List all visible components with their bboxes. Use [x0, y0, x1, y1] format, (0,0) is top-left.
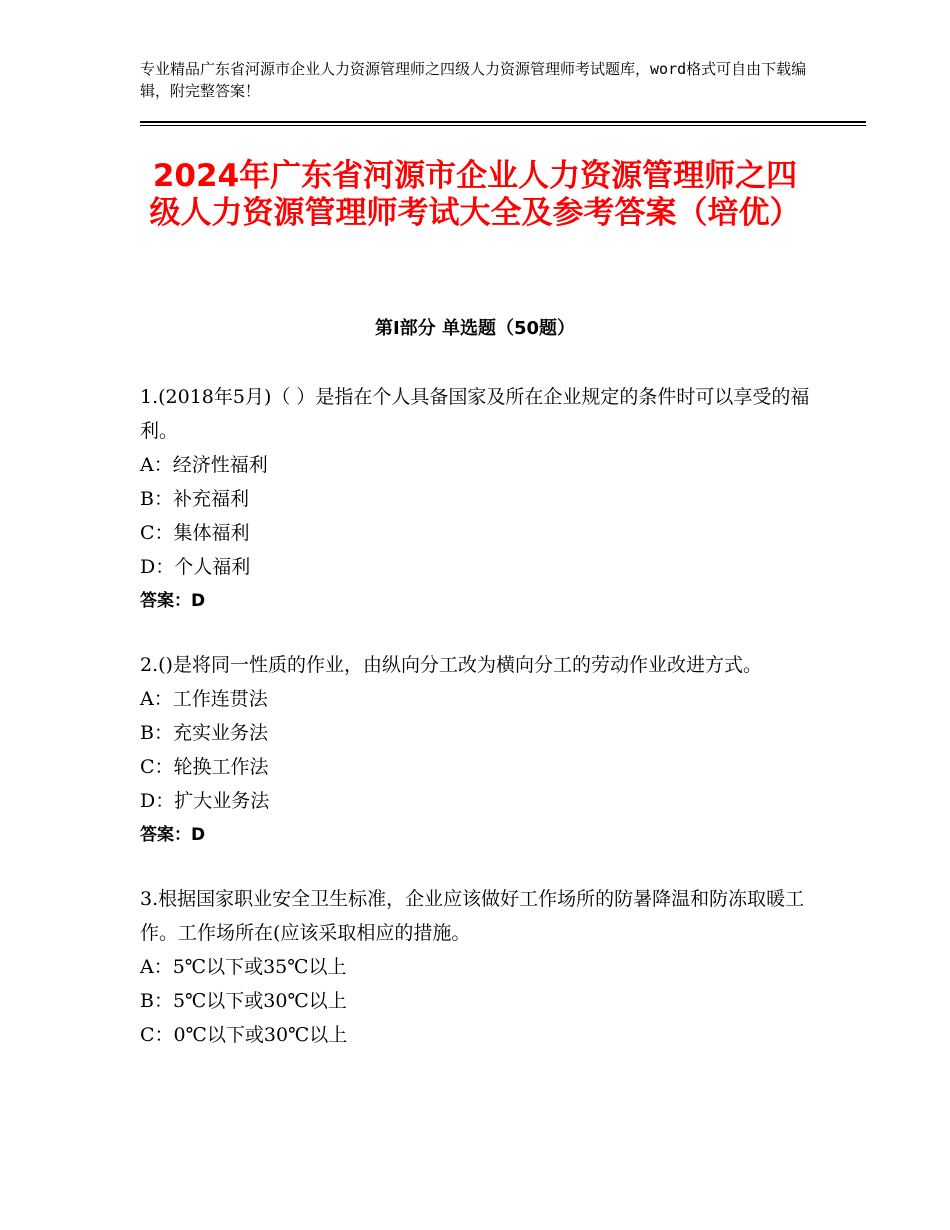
- section-title: 第Ⅰ部分 单选题（50题）: [374, 318, 575, 339]
- question-2: [140, 648, 812, 852]
- question-list: [140, 380, 812, 1082]
- question-3: [140, 882, 812, 1052]
- answer: 答案：D: [140, 825, 206, 845]
- question-stem: 1.(2018年5月)（ ）是指在个人具备国家及所在企业规定的条件时可以享受的福利。: [140, 386, 810, 442]
- document-title: 2024年广东省河源市企业人力资源管理师之四级人力资源管理师考试大全及参考答案（培优）: [149, 158, 801, 231]
- header-note: 专业精品广东省河源市企业人力资源管理师之四级人力资源管理师考试题库，word格式可自由下载编辑，附完整答案！: [140, 60, 807, 100]
- option-c: C：集体福利: [140, 522, 250, 544]
- option-c: C：0℃以下或30℃以上: [140, 1024, 348, 1046]
- option-b: B：补充福利: [140, 488, 249, 510]
- option-b: B：5℃以下或30℃以上: [140, 990, 347, 1012]
- option-a: A：5℃以下或35℃以上: [140, 956, 347, 978]
- question-1: [140, 380, 812, 618]
- option-a: A：工作连贯法: [140, 688, 268, 710]
- answer: 答案：D: [140, 591, 206, 611]
- header-divider-thin: [140, 125, 866, 126]
- option-d: D：扩大业务法: [140, 790, 270, 812]
- question-stem: 3.根据国家职业安全卫生标准，企业应该做好工作场所的防暑降温和防冻取暖工作。工作场所在(应该采取相应的措施。: [140, 888, 805, 944]
- option-a: A：经济性福利: [140, 454, 268, 476]
- header-divider-thick: [140, 121, 866, 123]
- question-stem: 2.()是将同一性质的作业，由纵向分工改为横向分工的劳动作业改进方式。: [140, 654, 762, 676]
- option-b: B：充实业务法: [140, 722, 268, 744]
- option-c: C：轮换工作法: [140, 756, 269, 778]
- option-d: D：个人福利: [140, 556, 251, 578]
